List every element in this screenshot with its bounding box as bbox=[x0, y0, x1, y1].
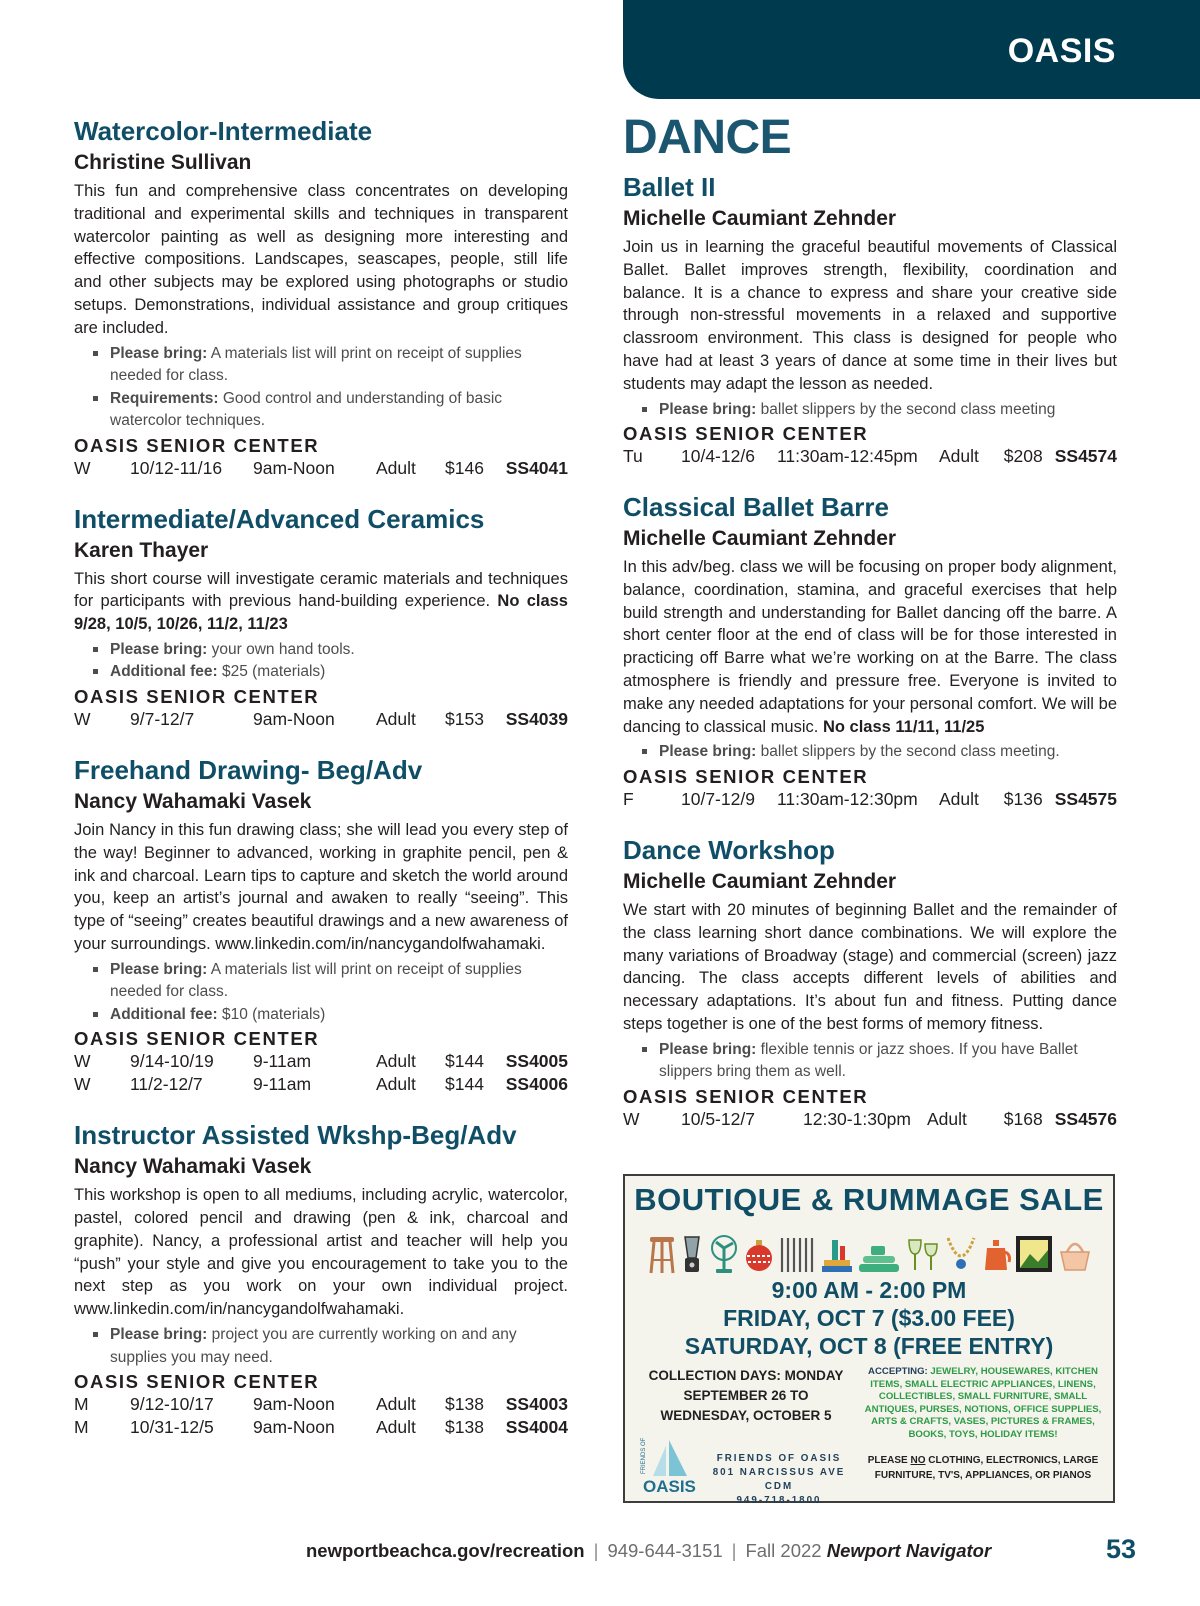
session-age: Adult bbox=[376, 1051, 416, 1072]
friends-address: 801 NARCISSUS AVE CDM bbox=[712, 1467, 846, 1492]
course-listing bbox=[74, 114, 568, 480]
note-text: Good control and understanding of basic watercolor techniques. bbox=[110, 389, 503, 430]
session-age: Adult bbox=[376, 457, 416, 478]
section-tab bbox=[623, 0, 1200, 99]
ad-hours: 9:00 AM - 2:00 PM bbox=[771, 1277, 967, 1303]
description-note: No class 9/28, 10/5, 10/26, 11/2, 11/23 bbox=[74, 592, 568, 634]
session-price: $144 bbox=[445, 1074, 484, 1095]
course-title: Instructor Assisted Wkshp-Beg/Adv bbox=[74, 1120, 517, 1151]
course-notes bbox=[74, 343, 568, 433]
session-price: $208 bbox=[1003, 446, 1043, 467]
ad-collection-days: COLLECTION DAYS: MONDAY SEPTEMBER 26 TO WEDNESDAY, OCTOBER 5 bbox=[648, 1368, 844, 1423]
session-day: W bbox=[74, 1074, 91, 1095]
session-price: $138 bbox=[445, 1417, 484, 1438]
session-dates: 10/31-12/5 bbox=[130, 1417, 214, 1438]
description-note: No class 11/11, 11/25 bbox=[822, 717, 985, 736]
session-dates: 10/5-12/7 bbox=[681, 1108, 755, 1129]
ad-not-accepted bbox=[859, 1453, 1107, 1483]
right-column bbox=[623, 110, 1117, 1153]
session-dates: 10/7-12/9 bbox=[681, 788, 755, 809]
glasses-icon bbox=[905, 1234, 941, 1274]
session-age: Adult bbox=[376, 1394, 416, 1415]
course-description bbox=[74, 1184, 568, 1321]
course-title: Ballet II bbox=[623, 172, 716, 202]
session-code: SS4006 bbox=[505, 1074, 568, 1095]
note-text: ballet slippers by the second class meeting bbox=[760, 400, 1056, 418]
picture-icon bbox=[1014, 1234, 1054, 1274]
course-listing bbox=[74, 502, 568, 731]
session-time: 9am-Noon bbox=[253, 1417, 335, 1438]
description-text: In this adv/beg. class we will be focusing on proper body alignment, balance, coordination, stamina, and graceful exercises that help build strength and understanding for Ballet dancing off the barre. A short center floor at the end of class will be for those interested in practicing off Barre what we’re working on at the Barre. The class atmosphere is friendly and pressure free. Everyone is invited to make any needed adaptations for your personal comfort. We will be dancing to classical music. bbox=[623, 558, 1117, 736]
instructor-name: Nancy Wahamaki Vasek bbox=[74, 789, 312, 813]
session-code: SS4041 bbox=[505, 457, 568, 478]
session-code: SS4575 bbox=[1054, 788, 1117, 809]
session-dates: 9/12-10/17 bbox=[130, 1394, 214, 1415]
course-notes bbox=[623, 741, 1117, 764]
course-title: Freehand Drawing- Beg/Adv bbox=[74, 754, 423, 785]
instructor-name: Nancy Wahamaki Vasek bbox=[74, 1155, 312, 1179]
session-day: M bbox=[74, 1417, 89, 1438]
session-day: Tu bbox=[623, 446, 643, 467]
note-text: A materials list will print on receipt of supplies needed for class. bbox=[110, 960, 522, 1001]
session-price: $146 bbox=[445, 457, 484, 478]
description-text: This fun and comprehensive class concentrates on developing traditional and experimental skills and techniques in transparent watercolor painting as well as designing more interesting and effective compositions. Landscapes, seascapes, people, still life and other subjects may be explored using photographs or studio setups. Demonstrations, individual assistance and group critiques are included. bbox=[74, 182, 568, 337]
session-dates: 10/4-12/6 bbox=[681, 446, 755, 467]
note-text: your own hand tools. bbox=[211, 640, 355, 658]
course-description bbox=[623, 556, 1117, 738]
session-day: W bbox=[623, 1108, 640, 1129]
session-dates: 11/2-12/7 bbox=[130, 1074, 203, 1095]
session-price: $168 bbox=[1003, 1108, 1043, 1129]
ad-icon-row bbox=[647, 1228, 1093, 1274]
note-label: Please bring: bbox=[110, 960, 208, 978]
session-price: $136 bbox=[1003, 788, 1043, 809]
note-text: $10 (materials) bbox=[221, 1005, 326, 1023]
ad-no-prefix: PLEASE bbox=[867, 1455, 911, 1466]
footer-separator: | bbox=[731, 1540, 737, 1561]
course-location: OASIS SENIOR CENTER bbox=[74, 1028, 320, 1050]
session-day: W bbox=[74, 1051, 91, 1072]
schedule-row bbox=[74, 708, 568, 731]
ad-times bbox=[625, 1276, 1113, 1360]
course-notes bbox=[74, 959, 568, 1027]
stool-icon bbox=[647, 1234, 677, 1274]
course-note bbox=[110, 388, 568, 433]
note-label: Please bring: bbox=[110, 1326, 208, 1344]
course-note bbox=[659, 399, 1117, 422]
course-note bbox=[110, 639, 568, 662]
course-listing bbox=[623, 490, 1117, 811]
schedule-row bbox=[623, 445, 1117, 468]
ad-day-friday: FRIDAY, OCT 7 ($3.00 FEE) bbox=[723, 1305, 1015, 1331]
session-code: SS4576 bbox=[1054, 1108, 1117, 1129]
course-note bbox=[110, 959, 568, 1004]
instructor-name: Michelle Caumiant Zehnder bbox=[623, 869, 897, 893]
session-code: SS4039 bbox=[505, 708, 568, 729]
session-dates: 9/7-12/7 bbox=[130, 708, 195, 729]
session-age: Adult bbox=[939, 446, 979, 467]
course-location: OASIS SENIOR CENTER bbox=[74, 434, 320, 456]
instructor-name: Michelle Caumiant Zehnder bbox=[623, 207, 897, 230]
course-notes bbox=[623, 1039, 1117, 1084]
page-footer bbox=[306, 1536, 1136, 1566]
course-notes bbox=[74, 1324, 568, 1369]
session-price: $153 bbox=[445, 708, 484, 729]
note-label: Please bring: bbox=[110, 640, 208, 658]
friends-phone: 949-718-1800 bbox=[736, 1495, 822, 1506]
footer-season: Fall 2022 bbox=[745, 1540, 822, 1561]
course-description bbox=[74, 180, 568, 340]
session-day: W bbox=[74, 457, 91, 478]
course-note bbox=[110, 661, 568, 684]
left-column bbox=[74, 114, 568, 1461]
logo-small-text: FRIENDS OF bbox=[641, 1438, 647, 1474]
course-note bbox=[110, 1324, 568, 1369]
fan-icon bbox=[707, 1234, 741, 1274]
schedule-row bbox=[74, 1050, 568, 1073]
description-text: Join us in learning the graceful beautiful movements of Classical Ballet. Ballet improves strength, flexibility, coordination and balance. It is a chance to express and share your creative side through non-stressful movements in a relaxed and supportive classroom environment. This class is designed for people who have had at least 3 years of dance at some time in their lives but students may adapt the lesson as needed. bbox=[623, 238, 1117, 393]
session-day: W bbox=[74, 708, 91, 729]
schedule-row bbox=[623, 1108, 1117, 1131]
session-time: 11:30am-12:45pm bbox=[777, 446, 918, 467]
note-text: ballet slippers by the second class meeting. bbox=[760, 743, 1060, 761]
session-dates: 10/12-11/16 bbox=[130, 457, 223, 478]
session-age: Adult bbox=[927, 1108, 967, 1129]
course-notes bbox=[623, 399, 1117, 422]
ad-day-saturday: SATURDAY, OCT 8 (FREE ENTRY) bbox=[684, 1333, 1054, 1359]
ornament-icon bbox=[744, 1234, 774, 1274]
session-time: 12:30-1:30pm bbox=[803, 1108, 911, 1129]
boutique-sale-ad bbox=[623, 1174, 1115, 1506]
note-label: Requirements: bbox=[110, 389, 219, 407]
session-age: Adult bbox=[376, 1417, 416, 1438]
description-text: This short course will investigate ceramic materials and techniques for participants with previous hand-building experience. bbox=[74, 569, 568, 611]
dance-courses bbox=[623, 170, 1117, 1131]
footer-separator: | bbox=[593, 1540, 599, 1561]
session-time: 9am-Noon bbox=[253, 1394, 335, 1415]
session-price: $138 bbox=[445, 1394, 484, 1415]
session-day: F bbox=[623, 788, 634, 809]
note-text: flexible tennis or jazz shoes. If you have Ballet slippers bring them as well. bbox=[659, 1040, 1078, 1081]
schedule-row bbox=[74, 1393, 568, 1416]
note-label: Please bring: bbox=[659, 400, 757, 418]
ad-friends-contact bbox=[699, 1452, 859, 1508]
session-age: Adult bbox=[376, 708, 416, 729]
instructor-name: Michelle Caumiant Zehnder bbox=[623, 527, 897, 551]
course-title: Intermediate/Advanced Ceramics bbox=[74, 503, 485, 534]
course-title: Watercolor-Intermediate bbox=[74, 116, 373, 146]
ad-accepting-label: ACCEPTING: bbox=[868, 1366, 928, 1377]
page-number: 53 bbox=[1105, 1534, 1136, 1564]
session-time: 9am-Noon bbox=[253, 708, 335, 729]
friends-name: FRIENDS OF OASIS bbox=[716, 1453, 842, 1464]
books-icon bbox=[820, 1234, 854, 1274]
session-time: 9-11am bbox=[253, 1074, 312, 1095]
blender-icon bbox=[680, 1234, 704, 1274]
sail-logo-icon bbox=[639, 1438, 701, 1496]
note-label: Additional fee: bbox=[110, 1005, 218, 1023]
note-label: Please bring: bbox=[659, 743, 757, 761]
section-tab-label: OASIS bbox=[1007, 32, 1116, 70]
ad-accepting-list: JEWELRY, HOUSEWARES, KITCHEN ITEMS, SMALL ELECTRIC APPLIANCES, LINENS, COLLECTIBLES, SMALL FURNITURE, SMALL ANTIQUES, PURSES, NOTIONS, OFFICE SUPPLIES, ARTS & CRAFTS, VASES, PICTURES & FRAMES, BOOKS, TOYS, HOLIDAY ITEMS! bbox=[864, 1366, 1102, 1440]
footer-publication: Newport Navigator bbox=[826, 1540, 992, 1561]
course-location: OASIS SENIOR CENTER bbox=[623, 765, 869, 787]
session-day: M bbox=[74, 1394, 89, 1415]
course-location: OASIS SENIOR CENTER bbox=[623, 1085, 869, 1107]
necklace-icon bbox=[944, 1234, 978, 1274]
session-age: Adult bbox=[376, 1074, 416, 1095]
session-time: 9-11am bbox=[253, 1051, 312, 1072]
note-text: A materials list will print on receipt of supplies needed for class. bbox=[110, 344, 522, 385]
footer-website-link[interactable]: newportbeachca.gov/recreation bbox=[306, 1540, 585, 1561]
ad-accepting bbox=[859, 1366, 1107, 1442]
session-dates: 9/14-10/19 bbox=[130, 1051, 214, 1072]
course-title: Dance Workshop bbox=[623, 834, 835, 865]
description-text: We start with 20 minutes of beginning Ballet and the remainder of the class learning short dance combinations. We will explore the many variations of Broadway (stage) and commercial (screen) jazz dancing. The class accepts different levels of abilities and necessary adaptations. It’s about fun and fitness. Putting dance steps together is one of the best forms of memory fitness. bbox=[623, 900, 1117, 1033]
schedule-row bbox=[74, 1073, 568, 1096]
session-price: $144 bbox=[445, 1051, 484, 1072]
instructor-name: Christine Sullivan bbox=[74, 151, 252, 174]
course-location: OASIS SENIOR CENTER bbox=[74, 685, 320, 707]
course-title: Classical Ballet Barre bbox=[623, 492, 889, 523]
friends-of-oasis-logo bbox=[639, 1438, 701, 1496]
course-listing bbox=[623, 170, 1117, 468]
session-code: SS4574 bbox=[1054, 446, 1117, 467]
instructor-name: Karen Thayer bbox=[74, 538, 209, 562]
course-location: OASIS SENIOR CENTER bbox=[623, 423, 869, 445]
course-note bbox=[659, 1039, 1117, 1084]
schedule-row bbox=[74, 457, 568, 480]
session-code: SS4004 bbox=[505, 1417, 568, 1438]
course-listing bbox=[74, 753, 568, 1096]
ad-title: BOUTIQUE & RUMMAGE SALE bbox=[634, 1182, 1104, 1217]
note-text: $25 (materials) bbox=[221, 663, 326, 681]
description-text: This workshop is open to all mediums, including acrylic, watercolor, pastel, colored pencil and drawing (pen & ink, charcoal and graphite). Nancy, a professional artist and teacher will help you “push” your style and give you encouragement to take you to the next step as you work on your own individual project. www.linkedin.com/in/nancygandolfwahamaki. bbox=[74, 1186, 568, 1319]
schedule-row bbox=[74, 1416, 568, 1439]
ad-no-rest: CLOTHING, ELECTRONICS, LARGE FURNITURE, TV'S, APPLIANCES, OR PIANOS bbox=[874, 1455, 1099, 1481]
course-note bbox=[659, 741, 1117, 764]
course-notes bbox=[74, 639, 568, 684]
logo-oasis-text: OASIS bbox=[643, 1477, 696, 1496]
course-description bbox=[74, 819, 568, 956]
course-location: OASIS SENIOR CENTER bbox=[74, 1371, 320, 1393]
session-age: Adult bbox=[939, 788, 979, 809]
course-description bbox=[623, 899, 1117, 1036]
note-label: Please bring: bbox=[110, 344, 208, 362]
schedule-row bbox=[623, 788, 1117, 811]
description-text: Join Nancy in this fun drawing class; she will lead you every step of the way! Beginner to advanced, working in graphite pencil, pen & ink and charcoal. Learn tips to capture and sketch the world around you, keep an artist’s journal and awaken to really “seeing”. This type of “seeing” creates beautiful drawings and a new awareness of your surroundings. www.linkedin.com/in/nancygandolfwahamaki. bbox=[74, 820, 568, 953]
ad-no-word: NO bbox=[910, 1455, 926, 1466]
footer-phone: 949-644-3151 bbox=[607, 1540, 723, 1561]
note-label: Please bring: bbox=[659, 1040, 757, 1058]
note-text: project you are currently working on and any supplies you may need. bbox=[110, 1326, 517, 1366]
course-description bbox=[74, 568, 568, 636]
course-note bbox=[110, 1004, 568, 1027]
session-time: 9am-Noon bbox=[253, 457, 335, 478]
course-note bbox=[110, 343, 568, 388]
teapot-icon bbox=[981, 1234, 1011, 1274]
purse-icon bbox=[1057, 1234, 1093, 1274]
course-description bbox=[623, 236, 1117, 396]
course-listing bbox=[623, 833, 1117, 1131]
cutlery-icon bbox=[777, 1234, 817, 1274]
note-label: Additional fee: bbox=[110, 663, 218, 681]
course-listing bbox=[74, 1118, 568, 1439]
session-code: SS4003 bbox=[505, 1394, 568, 1415]
dishes-icon bbox=[857, 1234, 901, 1274]
section-title: DANCE bbox=[623, 111, 792, 164]
session-time: 11:30am-12:30pm bbox=[777, 788, 918, 809]
session-code: SS4005 bbox=[505, 1051, 568, 1072]
